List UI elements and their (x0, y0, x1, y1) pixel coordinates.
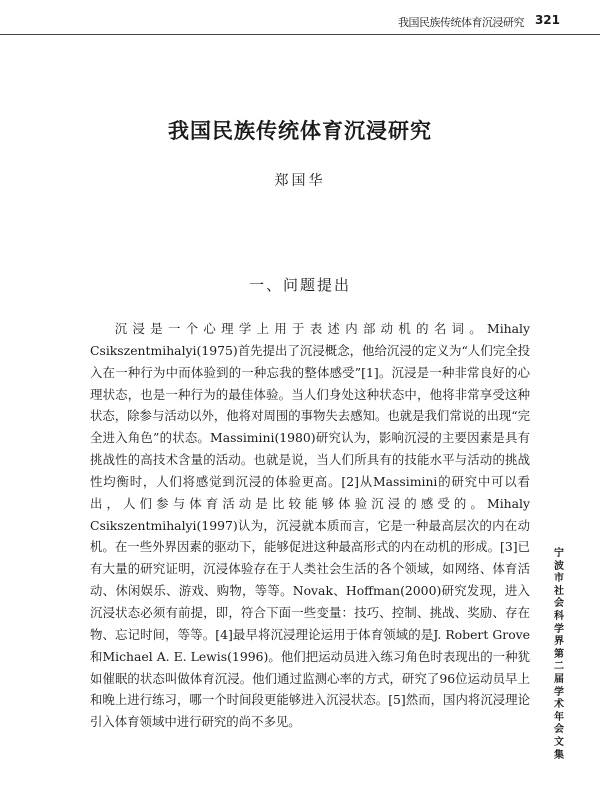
side-note-vertical: 宁波市社会科学界第二届学术年会文集 (554, 548, 564, 761)
body-paragraph: 沉浸是一个心理学上用于表述内部动机的名词。Mihaly Csikszentmihalyi(1975)首先提出了沉浸概念，他给沉浸的定义为“人们完全投入在一种行为中而体验到的一种忘我的整体感受”[1]。沉浸是一种非常良好的心理状态，也是一种行为的最佳体验。当人们身处这种状态中，他将非常享受这种状态，除参与活动以外，他将对周围的事物失去感知。也就是我们常说的出现“完全进入角色”的状态。Massimini(1980)研究认为，影响沉浸的主要因素是具有挑战性的高技术含量的活动。也就是说，当人们所具有的技能水平与活动的挑战性均衡时，人们将感觉到沉浸的体验更高。[2]从Massimini的研究中可以看出，人们参与体育活动是比较能够体验沉浸的感受的。Mihaly Csikszentmihalyi(1997)认为，沉浸就本质而言，它是一种最高层次的内在动机。在一些外界因素的驱动下，能够促进这种最高形式的内在动机的形成。[3]已有大量的研究证明，沉浸体验存在于人类社会生活的各个领域，如网络、体育活动、休闲娱乐、游戏、购物，等等。Novak、Hoffman(2000)研究发现，进入沉浸状态必须有前提，即，符合下面一些变量：技巧、控制、挑战、奖励、存在物、忘记时间，等等。[4]最早将沉浸理论运用于体育领域的是J. Robert Grove和Michael A. E. Lewis(1996)。他们把运动员进入练习角色时表现出的一种犹如催眠的状态叫做体育沉浸。他们通过监测心率的方式，研究了96位运动员早上和晚上进行练习，哪一个时间段更能够进入沉浸状态。[5]然而，国内将沉浸理论引入体育领域中进行研究的尚不多见。 (90, 321, 531, 730)
page-number: 321 (534, 13, 560, 27)
article-title: 我国民族传统体育沉浸研究 (168, 118, 432, 143)
running-title: 我国民族传统体育沉浸研究 (398, 16, 524, 29)
article-author: 郑国华 (274, 173, 326, 189)
running-header (0, 14, 600, 35)
section-heading: 一、问题提出 (248, 276, 351, 294)
body-text (90, 318, 530, 733)
